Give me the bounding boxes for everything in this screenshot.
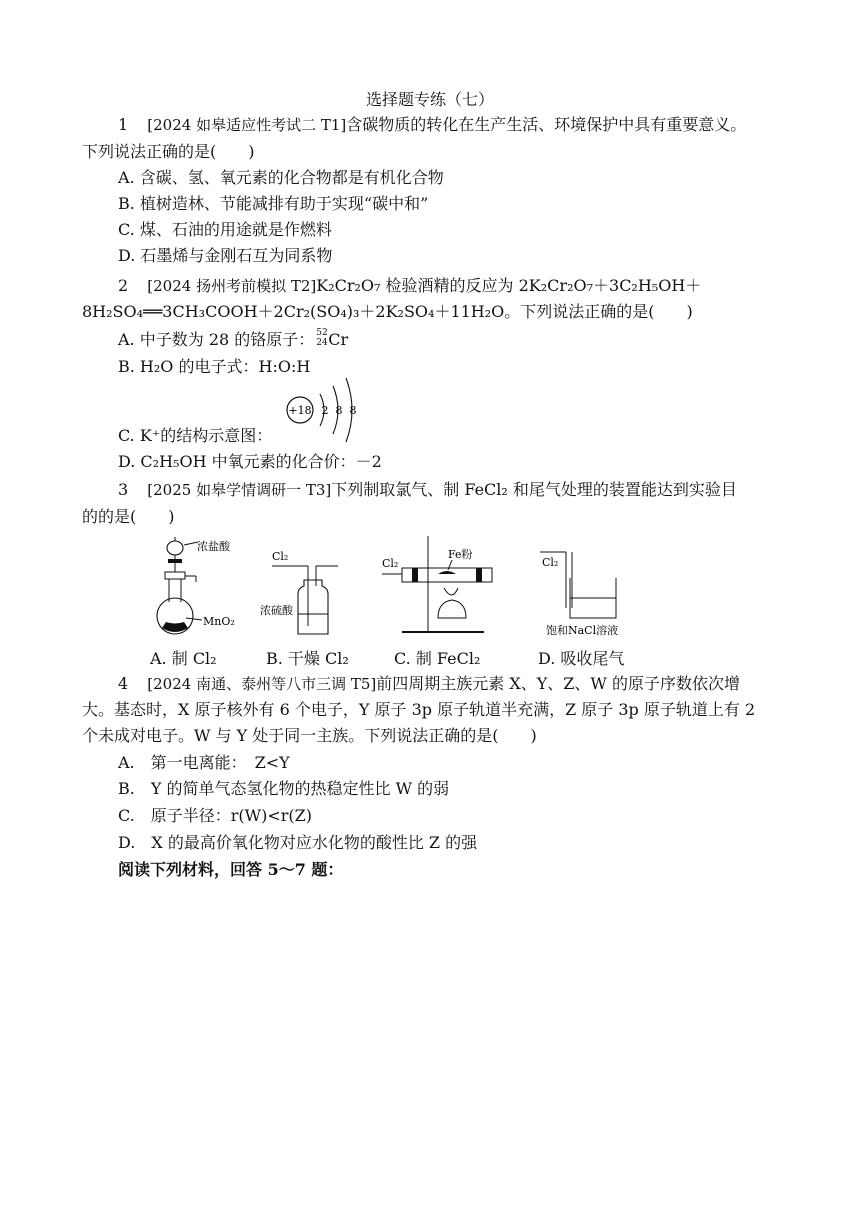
shell-electron-count: 2 xyxy=(321,404,329,417)
label-conc-hcl: 浓盐酸 xyxy=(197,540,230,553)
question-source: [2024 如皋适应性考试二 T1] xyxy=(147,116,347,134)
caption-d: D. 吸收尾气 xyxy=(538,649,625,668)
q1-option-c: C. 煤、石油的用途就是作燃料 xyxy=(118,220,332,239)
question-4-line1 xyxy=(118,673,740,695)
label-mno2: MnO₂ xyxy=(203,615,235,628)
apparatus-c-fecl2-tube xyxy=(372,532,502,640)
question-source: [2025 如皋学情调研一 T3] xyxy=(147,481,332,499)
q4-option-b: B. Y 的简单气态氢化物的热稳定性比 W 的弱 xyxy=(118,779,450,798)
question-stem: 前四周期主族元素 X、Y、Z、W 的原子序数依次增 xyxy=(376,674,740,693)
question-1-line1 xyxy=(118,114,746,136)
question-3-line2: 的的是( ) xyxy=(82,507,175,526)
question-source: [2024 扬州考前模拟 T2] xyxy=(147,277,317,295)
question-stem: 下列制取氯气、制 FeCl₂ 和尾气处理的装置能达到实验目 xyxy=(331,480,737,499)
q2-option-b: B. H₂O 的电子式：H:O:H xyxy=(118,357,311,376)
label-conc-h2so4: 浓硫酸 xyxy=(260,604,293,617)
question-4-line2: 大。基态时，X 原子核外有 6 个电子，Y 原子 3p 原子轨道半充满，Z 原子 3p 原子轨道上有 2 xyxy=(82,700,756,719)
caption-a: A. 制 Cl₂ xyxy=(150,649,217,668)
question-2-line2: 8H₂SO₄══3CH₃COOH＋2Cr₂(SO₄)₃＋2K₂SO₄＋11H₂O。下列说法正确的是( ) xyxy=(82,302,693,321)
q2-option-a: A. 中子数为 28 的铬原子： 52 24 Cr xyxy=(118,328,349,349)
page-title: 选择题专练（七） xyxy=(365,90,494,109)
q2-option-c: C. K⁺的结构示意图： xyxy=(118,426,273,445)
label-cl2: Cl₂ xyxy=(382,557,399,570)
isotope-numbers: 52 24 xyxy=(316,328,328,348)
apparatus-a-chlorine-generator xyxy=(140,532,250,640)
electron-formula: H:O:H xyxy=(258,357,311,376)
label-fe-powder: Fe粉 xyxy=(448,548,473,561)
reading-instruction: 阅读下列材料，回答 5～7 题： xyxy=(118,860,344,879)
question-source: [2024 南通、泰州等八市三调 T5] xyxy=(147,675,377,693)
q4-option-d: D. X 的最高价氧化物对应水化物的酸性比 Z 的强 xyxy=(118,833,478,852)
shell-electron-count: 8 xyxy=(335,404,343,417)
label-cl2-inlet: Cl₂ xyxy=(272,550,289,563)
question-number: 4 xyxy=(118,674,129,693)
q4-option-c: C. 原子半径：r(W)<r(Z) xyxy=(118,806,312,825)
q1-option-b: B. 植树造林、节能减排有助于实现“碳中和” xyxy=(118,194,429,213)
question-3-line1 xyxy=(118,479,737,501)
atomic-structure-diagram xyxy=(284,376,364,444)
caption-c: C. 制 FeCl₂ xyxy=(394,649,481,668)
question-1-line2: 下列说法正确的是( ) xyxy=(82,142,255,161)
label-cl2-gas: Cl₂ xyxy=(542,556,559,569)
q1-option-a: A. 含碳、氢、氧元素的化合物都是有机化合物 xyxy=(118,168,444,187)
label-sat-nacl: 饱和NaCl溶液 xyxy=(546,624,619,637)
question-stem: K₂Cr₂O₇ 检验酒精的反应为 2K₂Cr₂O₇＋3C₂H₅OH＋ xyxy=(316,276,702,295)
question-number: 1 xyxy=(118,115,129,134)
q1-option-d: D. 石墨烯与金刚石互为同系物 xyxy=(118,246,333,265)
question-number: 3 xyxy=(118,480,129,499)
question-4-line3: 个未成对电子。W 与 Y 处于同一主族。下列说法正确的是( ) xyxy=(82,726,537,745)
shell-electron-count: 8 xyxy=(349,404,357,417)
apparatus-b-drying-bottle xyxy=(256,548,356,638)
isotope-symbol: Cr xyxy=(328,330,349,349)
apparatus-d-tail-gas-absorber xyxy=(536,548,646,640)
question-stem: 含碳物质的转化在生产生活、环境保护中具有重要意义。 xyxy=(346,115,747,134)
q4-option-a: A. 第一电离能： Z<Y xyxy=(118,753,290,772)
nucleus-charge: +18 xyxy=(288,404,312,417)
caption-b: B. 干燥 Cl₂ xyxy=(266,649,349,668)
question-number: 2 xyxy=(118,276,129,295)
q2-option-d: D. C₂H₅OH 中氧元素的化合价：－2 xyxy=(118,452,382,471)
question-2-line1 xyxy=(118,275,701,297)
